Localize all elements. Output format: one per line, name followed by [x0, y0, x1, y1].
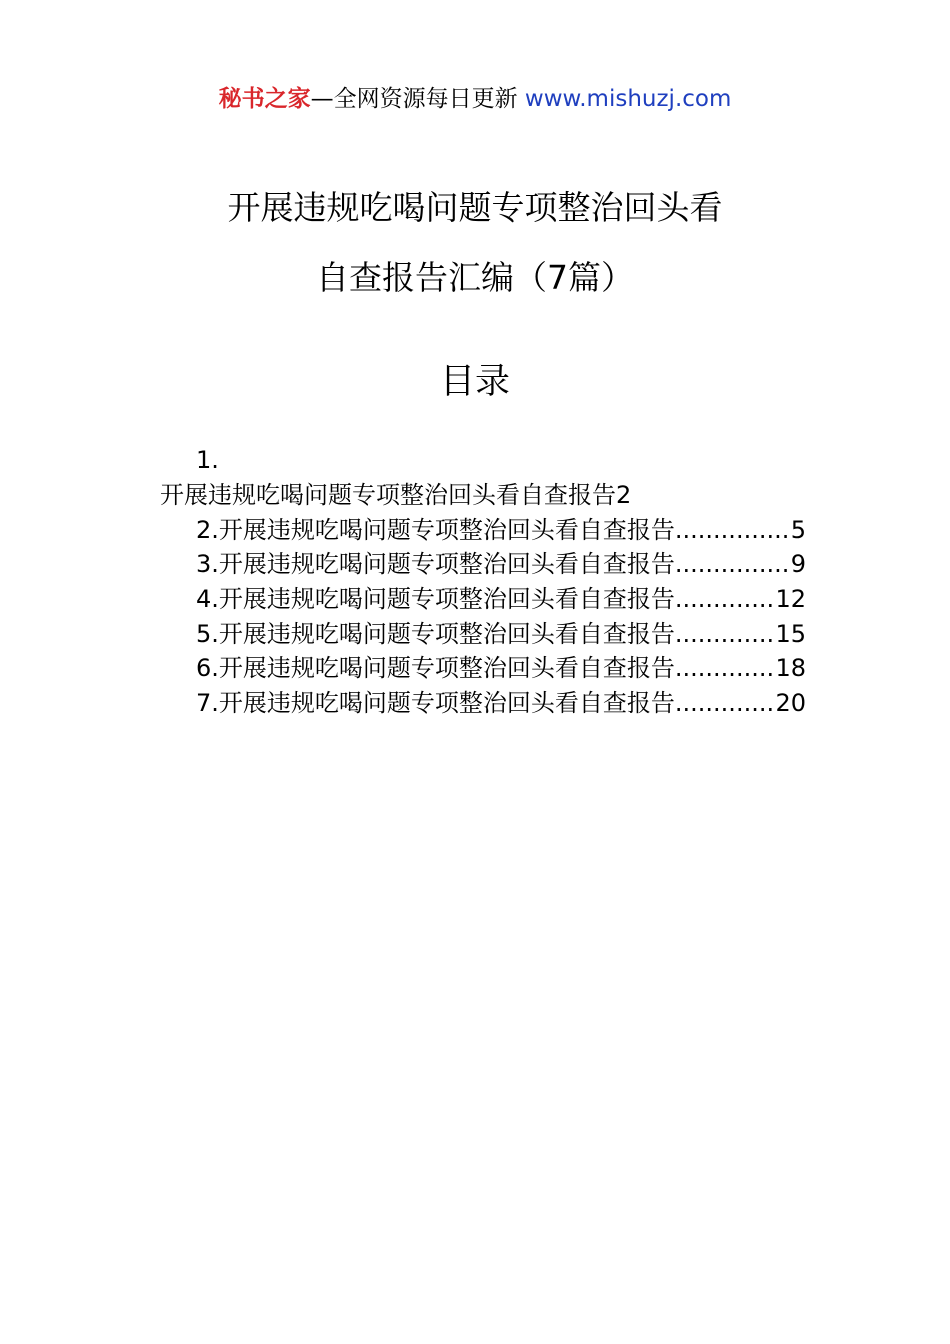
site-url-link[interactable]: www.mishuzj.com: [524, 86, 732, 112]
toc-leader-dots: [675, 549, 791, 579]
toc-leader-dots: [675, 653, 776, 683]
toc-leader-dots: [675, 584, 776, 614]
toc-entry-5[interactable]: [196, 619, 806, 649]
toc-entry-page: 5: [790, 516, 806, 544]
document-title-line-1: 开展违规吃喝问题专项整治回头看: [227, 188, 723, 227]
toc-leader-dots: [675, 688, 776, 718]
toc-entry-page: 9: [790, 550, 806, 578]
toc-entry-1-text[interactable]: 开展违规吃喝问题专项整治回头看自查报告2: [160, 481, 632, 509]
toc-entry-6[interactable]: [196, 653, 806, 683]
toc-entry-label: 7.开展违规吃喝问题专项整治回头看自查报告: [196, 689, 675, 717]
toc-entry-4[interactable]: [196, 584, 806, 614]
site-header: [0, 80, 950, 113]
toc-entry-page: 18: [775, 654, 806, 682]
toc-entry-2[interactable]: [196, 515, 806, 545]
toc-entry-label: 2.开展违规吃喝问题专项整治回头看自查报告: [196, 516, 675, 544]
toc-entry-page: 12: [775, 585, 806, 613]
toc-leader-dots: [675, 619, 776, 649]
toc-entry-page: 15: [775, 620, 806, 648]
toc-entry-7[interactable]: [196, 688, 806, 718]
toc-entry-label: 5.开展违规吃喝问题专项整治回头看自查报告: [196, 620, 675, 648]
document-title-line-2: 自查报告汇编（7篇）: [316, 258, 634, 297]
toc-entry-1-number[interactable]: 1.: [196, 446, 219, 474]
toc-entry-page: 20: [775, 689, 806, 717]
site-tagline: —全网资源每日更新: [310, 86, 518, 112]
toc-entry-label: 6.开展违规吃喝问题专项整治回头看自查报告: [196, 654, 675, 682]
toc-entry-label: 4.开展违规吃喝问题专项整治回头看自查报告: [196, 585, 675, 613]
toc-heading: 目录: [439, 362, 510, 402]
toc-entry-3[interactable]: [196, 549, 806, 579]
toc-leader-dots: [675, 515, 791, 545]
toc-entry-label: 3.开展违规吃喝问题专项整治回头看自查报告: [196, 550, 675, 578]
site-brand: 秘书之家: [218, 86, 311, 112]
